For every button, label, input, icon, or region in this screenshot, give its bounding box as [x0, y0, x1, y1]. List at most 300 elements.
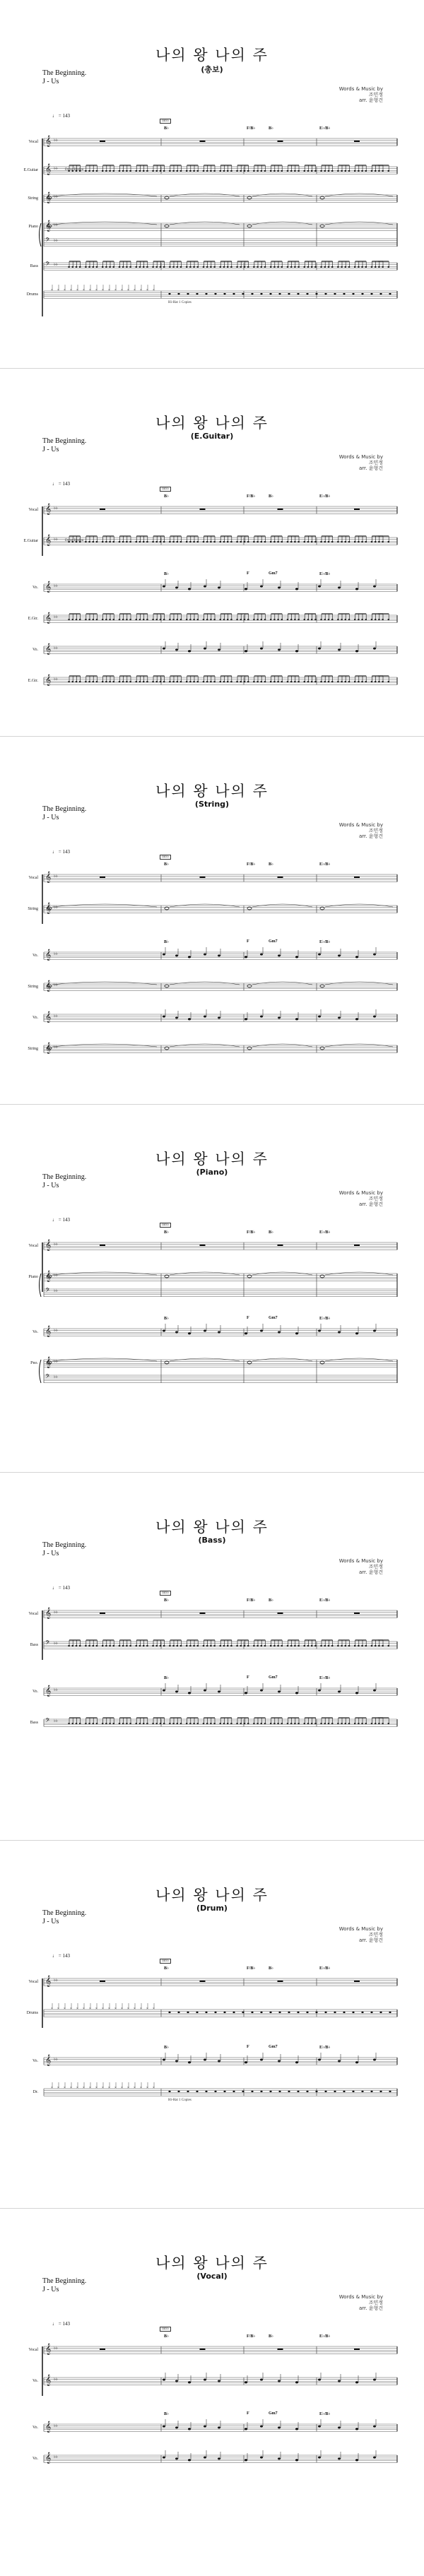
rest-measures: [100, 2349, 360, 2350]
sustained-notes: [47, 1272, 393, 1278]
key-signature-icon: ♭♭: [54, 1242, 58, 1247]
treble-clef-icon: 𝄞: [45, 581, 52, 593]
svg-text:×: ×: [76, 2007, 78, 2011]
key-signature-icon: ♭♭: [54, 952, 58, 956]
tempo-marking: ♩ = 143: [52, 2321, 70, 2327]
instrument-label: Vo.: [32, 2059, 38, 2063]
chord-symbol: B♭: [164, 1230, 169, 1235]
instrument-label: E.Gtr.: [28, 617, 38, 621]
instrument-label: Vo.: [32, 2379, 38, 2383]
chord-symbol: E♭/B♭: [319, 1598, 331, 1603]
instrument-label: String: [28, 196, 38, 201]
chord-symbol: B♭: [164, 2412, 169, 2416]
credit-line: arr. 윤형건: [358, 1569, 383, 1575]
melody-notes: [163, 2373, 376, 2384]
svg-text:×: ×: [153, 2007, 155, 2011]
treble-clef-icon: 𝄞: [45, 136, 52, 147]
credit-line: arr. 윤형건: [358, 833, 383, 839]
svg-text:×: ×: [95, 2007, 98, 2011]
score-page: [0, 1472, 424, 1840]
bass-clef-icon: 𝄢: [45, 237, 50, 245]
svg-text:×: ×: [70, 2007, 72, 2011]
rest-measures: [100, 1981, 360, 1982]
rest-measures: [100, 877, 360, 878]
svg-text:×: ×: [51, 289, 53, 292]
svg-text:×: ×: [102, 2007, 104, 2011]
chord-symbol: B♭: [269, 1598, 273, 1603]
score-staves: [0, 0, 424, 368]
svg-text:×: ×: [134, 2007, 136, 2011]
credit-line: arr. 윤형건: [358, 465, 383, 471]
treble-clef-icon: 𝄞: [45, 612, 52, 624]
svg-text:×: ×: [121, 2087, 123, 2090]
instrument-label: Pno.: [30, 1361, 38, 1365]
key-signature-icon: ♭♭: [54, 1610, 58, 1615]
svg-text:×: ×: [89, 2087, 91, 2090]
artist-name: J - Us: [42, 1182, 59, 1189]
key-signature-icon: ♭♭: [54, 1375, 58, 1379]
instrument-label: E.Gtr.: [28, 679, 38, 683]
tempo-marking: ♩ = 143: [52, 1953, 70, 1959]
score-page: [0, 736, 424, 1104]
chord-symbol: F/B♭: [247, 494, 256, 499]
treble-clef-icon: 𝄞: [45, 949, 52, 961]
sustained-notes: [47, 982, 393, 987]
chord-symbol: B♭: [164, 2046, 169, 2050]
rest-measures: [100, 141, 360, 142]
key-signature-icon: ♭♭: [54, 615, 58, 619]
svg-text:×: ×: [153, 289, 155, 292]
sustained-notes: [47, 904, 393, 910]
tempo-marking: ♩ = 143: [52, 849, 70, 855]
svg-text:×: ×: [153, 2087, 155, 2090]
project-name: The Beginning.: [42, 1541, 87, 1549]
svg-text:×: ×: [146, 2007, 148, 2011]
treble-clef-icon: 𝄞: [45, 192, 52, 203]
score-title: 나의 왕 나의 주: [155, 415, 269, 432]
score-page: [0, 1104, 424, 1472]
chord-symbol: E♭/B♭: [319, 1676, 331, 1680]
credit-line: Words & Music by: [338, 822, 383, 828]
melody-notes: [163, 1009, 376, 1021]
melody-notes: [163, 2053, 376, 2064]
treble-clef-icon: 𝄞: [45, 643, 52, 655]
key-signature-icon: ♭♭: [54, 1329, 58, 1333]
svg-text:×: ×: [95, 289, 98, 292]
treble-clef-icon: 𝄞: [45, 2055, 52, 2066]
credit-line: Words & Music by: [338, 2294, 383, 2300]
svg-text:×: ×: [64, 2007, 66, 2011]
chord-symbol: B♭: [164, 1676, 169, 1680]
score-page: [0, 368, 424, 736]
chord-symbol: E♭/B♭: [319, 2412, 331, 2416]
key-signature-icon: ♭♭: [54, 239, 58, 243]
key-signature-icon: ♭♭: [54, 167, 58, 171]
svg-text:×: ×: [83, 2007, 85, 2011]
svg-text:×: ×: [114, 2007, 117, 2011]
tempo-marking: ♩ = 143: [52, 1585, 70, 1591]
bass-clef-icon: 𝄢: [45, 261, 50, 269]
bass-clef-icon: 𝄢: [45, 1640, 50, 1648]
project-name: The Beginning.: [42, 69, 87, 77]
svg-text:×: ×: [121, 289, 123, 292]
instrument-label: Drums: [26, 2011, 38, 2015]
svg-text:×: ×: [57, 2007, 59, 2011]
chord-symbol: E♭/B♭: [319, 1317, 331, 1321]
key-signature-icon: ♭♭: [54, 1045, 58, 1050]
score-title: 나의 왕 나의 주: [155, 1519, 269, 1536]
bass-clef-icon: 𝄢: [45, 1288, 50, 1295]
part-subtitle: (Vocal): [196, 2272, 228, 2281]
rehearsal-mark: Intro: [160, 119, 171, 124]
melody-notes: [163, 2450, 376, 2462]
svg-text:×: ×: [134, 289, 136, 292]
chord-symbol: B♭: [164, 1966, 169, 1971]
credit-line: 조민정: [368, 1196, 383, 1201]
svg-text:×: ×: [64, 289, 66, 292]
svg-text:×: ×: [51, 2007, 53, 2011]
key-signature-icon: ♭♭: [54, 263, 58, 267]
score-page: [0, 0, 424, 368]
rehearsal-mark: Intro: [160, 1223, 171, 1228]
chord-symbol: E♭/B♭: [319, 494, 331, 499]
treble-clef-icon: 𝄞: [45, 2452, 52, 2464]
credit-line: 조민정: [368, 1932, 383, 1937]
treble-clef-icon: 𝄞: [45, 1043, 52, 1054]
credit-line: arr. 윤형건: [358, 1201, 383, 1207]
treble-clef-icon: 𝄞: [45, 1976, 52, 1987]
credit-line: 조민정: [368, 92, 383, 97]
chord-symbol: E♭/B♭: [319, 2046, 331, 2050]
chord-symbol: F/B♭: [247, 126, 256, 131]
rehearsal-mark: Intro: [160, 2327, 171, 2332]
instrument-label: Vo.: [32, 586, 38, 590]
svg-text:×: ×: [83, 2087, 85, 2090]
sustained-notes: [47, 1044, 393, 1050]
guitar-instruction: Drive Rhthm: [65, 168, 84, 172]
chord-symbol: B♭: [269, 126, 273, 131]
svg-text:×: ×: [108, 289, 110, 292]
key-signature-icon: ♭♭: [54, 906, 58, 910]
sustained-notes: [47, 222, 393, 227]
svg-text:×: ×: [57, 2087, 59, 2090]
treble-clef-icon: 𝄞: [45, 504, 52, 515]
key-signature-icon: ♭♭: [54, 2058, 58, 2062]
chord-symbol: Gm7: [269, 2045, 278, 2049]
instrument-label: Vocal: [28, 876, 38, 880]
key-signature-icon: ♭♭: [54, 1719, 58, 1723]
key-signature-icon: ♭♭: [54, 2455, 58, 2459]
svg-text:×: ×: [146, 289, 148, 292]
svg-text:×: ×: [140, 2007, 142, 2011]
key-signature-icon: ♭♭: [54, 538, 58, 542]
chord-symbol: F/B♭: [247, 2334, 256, 2339]
rest-measures: [100, 509, 360, 510]
instrument-label: Vo.: [32, 1330, 38, 1334]
key-signature-icon: ♭♭: [54, 1642, 58, 1646]
rehearsal-mark: Intro: [160, 487, 171, 492]
key-signature-icon: ♭♭: [54, 223, 58, 227]
chord-symbol: B♭: [269, 862, 273, 867]
credit-line: arr. 윤형건: [358, 1937, 383, 1943]
chord-symbol: B♭: [269, 1966, 273, 1971]
instrument-label: E.Guitar: [23, 168, 38, 172]
chord-symbol: F/B♭: [247, 1230, 256, 1235]
chord-symbol: F/B♭: [247, 862, 256, 867]
instrument-label: Vo.: [32, 954, 38, 958]
chord-symbol: Gm7: [269, 2411, 278, 2416]
chord-symbol: B♭: [164, 2334, 169, 2339]
part-subtitle: (Piano): [196, 1168, 228, 1177]
credit-line: 조민정: [368, 460, 383, 465]
hihat-instruction: Hi-Hat 1 Copies: [168, 301, 192, 304]
score-page: [0, 2208, 424, 2576]
instrument-label: Bass: [30, 264, 38, 268]
credit-line: arr. 윤형건: [358, 2305, 383, 2311]
chord-symbol: E♭/B♭: [319, 126, 331, 131]
artist-name: J - Us: [42, 814, 59, 821]
hihat-instruction: Hi-Hat 1 Copies: [168, 2099, 192, 2102]
treble-clef-icon: 𝄞: [45, 164, 52, 175]
artist-name: J - Us: [42, 1918, 59, 1925]
chord-symbol: F: [247, 1316, 249, 1320]
svg-text:×: ×: [102, 289, 104, 292]
chord-symbol: B♭: [164, 862, 169, 867]
chord-symbol: Gm7: [269, 571, 278, 576]
score-staves: [0, 368, 424, 736]
melody-notes: [163, 2419, 376, 2430]
key-signature-icon: ♭♭: [54, 506, 58, 511]
treble-clef-icon: 𝄞: [45, 2375, 52, 2386]
treble-clef-icon: 𝄞: [45, 1608, 52, 1619]
instrument-label: Drums: [26, 292, 38, 297]
instrument-label: Dr.: [33, 2090, 38, 2094]
key-signature-icon: ♭♭: [54, 195, 58, 199]
treble-clef-icon: 𝄞: [45, 2344, 52, 2355]
svg-text:×: ×: [64, 2087, 66, 2090]
svg-text:×: ×: [108, 2087, 110, 2090]
chord-symbol: F/B♭: [247, 1598, 256, 1603]
score-title: 나의 왕 나의 주: [155, 1151, 269, 1168]
svg-text:×: ×: [121, 2007, 123, 2011]
bass-clef-icon: 𝄢: [45, 1718, 50, 1726]
part-subtitle: (E.Guitar): [190, 432, 234, 441]
score-staves: [0, 1472, 424, 1840]
rehearsal-mark: Intro: [160, 855, 171, 860]
chord-symbol: F: [247, 2411, 249, 2416]
chord-symbol: B♭: [164, 126, 169, 131]
melody-notes: [163, 1324, 376, 1335]
key-signature-icon: ♭♭: [54, 1688, 58, 1692]
svg-text:×: ×: [70, 2087, 72, 2090]
rest-measures: [100, 1613, 360, 1614]
credit-line: 조민정: [368, 1564, 383, 1569]
svg-text:×: ×: [76, 2087, 78, 2090]
svg-text:×: ×: [114, 289, 117, 292]
svg-text:×: ×: [127, 2087, 129, 2090]
chord-symbol: F/B♭: [247, 1966, 256, 1971]
credit-line: Words & Music by: [338, 1926, 383, 1932]
drum-hits: [51, 285, 391, 295]
rest-measures: [100, 1245, 360, 1246]
chord-symbol: E♭/B♭: [319, 1230, 331, 1235]
treble-clef-icon: 𝄞: [45, 1357, 52, 1368]
key-signature-icon: ♭♭: [54, 1978, 58, 1983]
chord-symbol: B♭: [164, 1317, 169, 1321]
chord-symbol: Gm7: [269, 1316, 278, 1320]
score-staves: [0, 1840, 424, 2208]
tempo-marking: ♩ = 143: [52, 113, 70, 119]
project-name: The Beginning.: [42, 2277, 87, 2285]
key-signature-icon: ♭♭: [54, 874, 58, 879]
treble-clef-icon: 𝄞: [45, 1271, 52, 1282]
score-title: 나의 왕 나의 주: [155, 47, 269, 64]
instrument-label: Bass: [30, 1721, 38, 1725]
svg-text:×: ×: [76, 289, 78, 292]
key-signature-icon: ♭♭: [54, 1289, 58, 1293]
part-subtitle: (Bass): [198, 1536, 226, 1545]
treble-clef-icon: 𝄞: [45, 1326, 52, 1337]
svg-text:×: ×: [95, 2087, 98, 2090]
credit-line: 조민정: [368, 2300, 383, 2305]
svg-text:×: ×: [140, 2087, 142, 2090]
instrument-label: Vocal: [28, 1244, 38, 1248]
svg-text:×: ×: [83, 289, 85, 292]
chord-symbol: F: [247, 571, 249, 576]
score-title: 나의 왕 나의 주: [155, 2255, 269, 2272]
credit-line: Words & Music by: [338, 86, 383, 92]
key-signature-icon: ♭♭: [54, 138, 58, 143]
chord-symbol: F: [247, 2045, 249, 2049]
key-signature-icon: ♭♭: [54, 2378, 58, 2382]
score-page: [0, 1840, 424, 2208]
instrument-label: Piano: [28, 225, 38, 229]
key-signature-icon: ♭♭: [54, 983, 58, 987]
score-title: 나의 왕 나의 주: [155, 783, 269, 800]
instrument-label: Piano: [28, 1275, 38, 1279]
chord-symbol: E♭/B♭: [319, 862, 331, 867]
instrument-label: Vocal: [28, 1612, 38, 1616]
artist-name: J - Us: [42, 446, 59, 453]
instrument-label: Vo.: [32, 2426, 38, 2430]
score-staves: [0, 736, 424, 1104]
svg-text:×: ×: [140, 289, 142, 292]
key-signature-icon: ♭♭: [54, 1360, 58, 1364]
rehearsal-mark: Intro: [160, 1959, 171, 1964]
part-subtitle: (총보): [201, 65, 223, 74]
treble-clef-icon: 𝄞: [45, 1240, 52, 1251]
svg-text:×: ×: [51, 2087, 53, 2090]
instrument-label: Bass: [30, 1643, 38, 1647]
rehearsal-mark: Intro: [160, 1591, 171, 1596]
score-title: 나의 왕 나의 주: [155, 1887, 269, 1904]
bass-clef-icon: 𝄢: [45, 1374, 50, 1382]
key-signature-icon: ♭♭: [54, 677, 58, 682]
part-subtitle: (Drum): [196, 1904, 228, 1913]
svg-text:×: ×: [114, 2087, 117, 2090]
artist-name: J - Us: [42, 78, 59, 85]
svg-text:×: ×: [127, 2007, 129, 2011]
svg-text:×: ×: [89, 289, 91, 292]
instrument-label: Vo.: [32, 2457, 38, 2461]
melody-notes: [163, 1683, 376, 1694]
part-subtitle: (String): [194, 800, 230, 809]
instrument-label: Vo.: [32, 1690, 38, 1694]
chord-symbol: B♭: [269, 2334, 273, 2339]
chord-symbol: E♭/B♭: [319, 2334, 331, 2339]
svg-text:×: ×: [70, 289, 72, 292]
svg-text:×: ×: [127, 289, 129, 292]
artist-name: J - Us: [42, 2286, 59, 2293]
score-staves: [0, 2208, 424, 2576]
key-signature-icon: ♭♭: [54, 1274, 58, 1278]
chord-symbol: B♭: [164, 940, 169, 944]
treble-clef-icon: 𝄞: [45, 675, 52, 686]
treble-clef-icon: 𝄞: [45, 535, 52, 546]
key-signature-icon: ♭♭: [54, 646, 58, 651]
treble-clef-icon: 𝄞: [45, 1011, 52, 1023]
instrument-label: E.Guitar: [23, 539, 38, 543]
key-signature-icon: ♭♭: [54, 1014, 58, 1019]
svg-text:×: ×: [108, 2007, 110, 2011]
key-signature-icon: ♭♭: [54, 584, 58, 588]
svg-text:×: ×: [102, 2087, 104, 2090]
instrument-label: String: [28, 907, 38, 911]
drum-hits: [51, 2003, 391, 2013]
melody-notes: [163, 641, 376, 653]
instrument-label: Vocal: [28, 140, 38, 144]
treble-clef-icon: 𝄞: [45, 903, 52, 914]
treble-clef-icon: 𝄞: [45, 220, 52, 232]
drum-hits: [51, 2082, 391, 2092]
credit-line: Words & Music by: [338, 1558, 383, 1564]
instrument-label: Vocal: [28, 1980, 38, 1984]
score-staves: [0, 1104, 424, 1472]
instrument-label: Vocal: [28, 508, 38, 512]
project-name: The Beginning.: [42, 1173, 87, 1181]
instrument-label: Vo.: [32, 648, 38, 652]
key-signature-icon: ♭♭: [54, 2424, 58, 2428]
credit-line: 조민정: [368, 828, 383, 833]
svg-text:×: ×: [57, 289, 59, 292]
chord-symbol: B♭: [164, 494, 169, 499]
artist-name: J - Us: [42, 1550, 59, 1557]
credit-line: arr. 윤형건: [358, 97, 383, 103]
chord-symbol: B♭: [269, 1230, 273, 1235]
sustained-notes: [47, 1358, 393, 1364]
key-signature-icon: ♭♭: [54, 2346, 58, 2351]
credit-line: Words & Music by: [338, 454, 383, 460]
melody-notes: [163, 947, 376, 958]
chord-symbol: E♭/B♭: [319, 572, 331, 576]
svg-text:×: ×: [146, 2087, 148, 2090]
instrument-label: String: [28, 1047, 38, 1051]
instrument-label: Vo.: [32, 1016, 38, 1020]
svg-text:×: ×: [134, 2087, 136, 2090]
treble-clef-icon: 𝄞: [45, 2421, 52, 2433]
chord-symbol: B♭: [164, 572, 169, 576]
chord-symbol: E♭/B♭: [319, 1966, 331, 1971]
guitar-instruction: Drive Rhthm: [65, 539, 84, 542]
chord-symbol: F: [247, 939, 249, 944]
chord-symbol: E♭/B♭: [319, 940, 331, 944]
svg-text:×: ×: [89, 2007, 91, 2011]
project-name: The Beginning.: [42, 1909, 87, 1917]
sustained-notes: [47, 194, 393, 199]
credit-line: Words & Music by: [338, 1190, 383, 1196]
chord-symbol: F: [247, 1675, 249, 1680]
project-name: The Beginning.: [42, 805, 87, 813]
